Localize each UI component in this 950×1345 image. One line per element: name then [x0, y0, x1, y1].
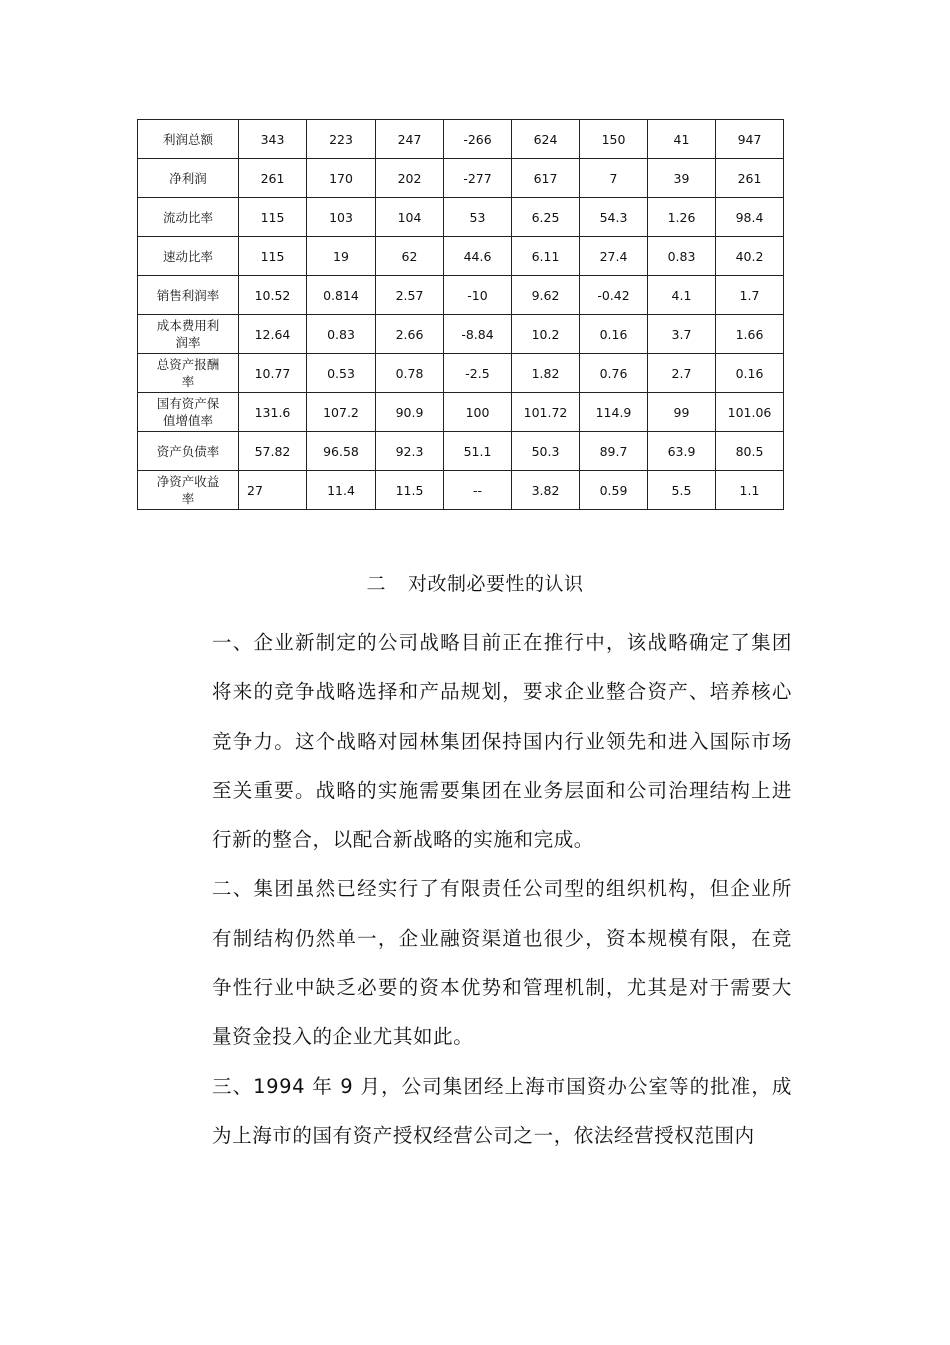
- table-cell: 5.5: [648, 471, 716, 510]
- table-cell: 150: [580, 120, 648, 159]
- table-cell: -8.84: [444, 315, 512, 354]
- table-cell: 27.4: [580, 237, 648, 276]
- table-cell: -277: [444, 159, 512, 198]
- table-row: [138, 198, 784, 237]
- table-cell: 115: [239, 198, 307, 237]
- table-row: [138, 471, 784, 510]
- paragraph: 三、1994 年 9 月，公司集团经上海市国资办公室等的批准，成为上海市的国有资产授权经营公司之一，依法经营授权范围内: [212, 1074, 792, 1147]
- table-cell: 10.77: [239, 354, 307, 393]
- table-cell: 11.5: [376, 471, 444, 510]
- table-cell: 261: [716, 159, 784, 198]
- paragraph: 二、集团虽然已经实行了有限责任公司型的组织机构，但企业所有制结构仍然单一，企业融资渠道也很少，资本规模有限，在竞争性行业中缺乏必要的资本优势和管理机制，尤其是对于需要大量资金投入的企业尤其如此。: [212, 877, 792, 1049]
- table-cell: 114.9: [580, 393, 648, 432]
- table-cell: 0.76: [580, 354, 648, 393]
- table-cell: 115: [239, 237, 307, 276]
- table-row: [138, 315, 784, 354]
- table-cell: --: [444, 471, 512, 510]
- table-row: [138, 159, 784, 198]
- row-label: 净资产收益率: [138, 471, 239, 510]
- table-row: [138, 432, 784, 471]
- table-cell: 947: [716, 120, 784, 159]
- table-cell: 2.57: [376, 276, 444, 315]
- table-cell: -0.42: [580, 276, 648, 315]
- paragraph: 一、企业新制定的公司战略目前正在推行中，该战略确定了集团将来的竞争战略选择和产品规划，要求企业整合资产、培养核心竞争力。这个战略对园林集团保持国内行业领先和进入国际市场至关重要。战略的实施需要集团在业务层面和公司治理结构上进行新的整合，以配合新战略的实施和完成。: [212, 631, 792, 852]
- table-cell: -2.5: [444, 354, 512, 393]
- section-title: 对改制必要性的认识: [408, 573, 584, 595]
- table-cell: 90.9: [376, 393, 444, 432]
- table-cell: 54.3: [580, 198, 648, 237]
- table-cell: 131.6: [239, 393, 307, 432]
- table-cell: 11.4: [307, 471, 376, 510]
- table-cell: -10: [444, 276, 512, 315]
- financial-indicators-table: [137, 119, 784, 510]
- table-cell: 62: [376, 237, 444, 276]
- section-number: 二: [366, 573, 386, 595]
- row-label: 销售利润率: [138, 276, 239, 315]
- table-cell: 261: [239, 159, 307, 198]
- table-cell: 247: [376, 120, 444, 159]
- table-row: [138, 120, 784, 159]
- table-cell: 0.814: [307, 276, 376, 315]
- table-cell: 44.6: [444, 237, 512, 276]
- section-heading: [0, 570, 950, 598]
- table-cell: 89.7: [580, 432, 648, 471]
- row-label: 净利润: [138, 159, 239, 198]
- table-cell: 0.16: [716, 354, 784, 393]
- table-row: [138, 276, 784, 315]
- table-cell: 1.1: [716, 471, 784, 510]
- table-cell: 1.7: [716, 276, 784, 315]
- table-cell: 170: [307, 159, 376, 198]
- table-cell: 0.16: [580, 315, 648, 354]
- table-cell: 50.3: [512, 432, 580, 471]
- table-cell: 3.7: [648, 315, 716, 354]
- table-cell: 57.82: [239, 432, 307, 471]
- body-text: [212, 618, 792, 1160]
- table-cell: 1.26: [648, 198, 716, 237]
- table-cell: 2.7: [648, 354, 716, 393]
- table-cell: 19: [307, 237, 376, 276]
- table-cell: 10.2: [512, 315, 580, 354]
- table-cell: 223: [307, 120, 376, 159]
- table-cell: 9.62: [512, 276, 580, 315]
- table-cell: 0.83: [648, 237, 716, 276]
- table-row: [138, 354, 784, 393]
- table-cell: 27: [239, 471, 307, 510]
- table-cell: 41: [648, 120, 716, 159]
- table-cell: 6.25: [512, 198, 580, 237]
- row-label: 流动比率: [138, 198, 239, 237]
- table-cell: 96.58: [307, 432, 376, 471]
- table-cell: 2.66: [376, 315, 444, 354]
- table-cell: 51.1: [444, 432, 512, 471]
- table-cell: 0.83: [307, 315, 376, 354]
- table-cell: 0.59: [580, 471, 648, 510]
- row-label: 利润总额: [138, 120, 239, 159]
- table-cell: 98.4: [716, 198, 784, 237]
- table-cell: 6.11: [512, 237, 580, 276]
- table-cell: 63.9: [648, 432, 716, 471]
- table-cell: -266: [444, 120, 512, 159]
- table-cell: 12.64: [239, 315, 307, 354]
- row-label: 国有资产保值增值率: [138, 393, 239, 432]
- row-label: 成本费用利润率: [138, 315, 239, 354]
- table-cell: 100: [444, 393, 512, 432]
- table-cell: 4.1: [648, 276, 716, 315]
- table-cell: 80.5: [716, 432, 784, 471]
- table-cell: 39: [648, 159, 716, 198]
- table-cell: 92.3: [376, 432, 444, 471]
- table-body: [138, 120, 784, 510]
- table-cell: 53: [444, 198, 512, 237]
- table-cell: 101.72: [512, 393, 580, 432]
- table-cell: 624: [512, 120, 580, 159]
- table-cell: 103: [307, 198, 376, 237]
- table-cell: 343: [239, 120, 307, 159]
- table-row: [138, 393, 784, 432]
- table-cell: 1.82: [512, 354, 580, 393]
- row-label: 资产负债率: [138, 432, 239, 471]
- row-label: 总资产报酬率: [138, 354, 239, 393]
- table-cell: 0.53: [307, 354, 376, 393]
- row-label: 速动比率: [138, 237, 239, 276]
- table-cell: 104: [376, 198, 444, 237]
- table-cell: 7: [580, 159, 648, 198]
- table-cell: 10.52: [239, 276, 307, 315]
- table-cell: 1.66: [716, 315, 784, 354]
- table-cell: 617: [512, 159, 580, 198]
- table-cell: 99: [648, 393, 716, 432]
- table-cell: 101.06: [716, 393, 784, 432]
- table-row: [138, 237, 784, 276]
- table-cell: 40.2: [716, 237, 784, 276]
- table-cell: 202: [376, 159, 444, 198]
- table-cell: 0.78: [376, 354, 444, 393]
- table-cell: 3.82: [512, 471, 580, 510]
- table-cell: 107.2: [307, 393, 376, 432]
